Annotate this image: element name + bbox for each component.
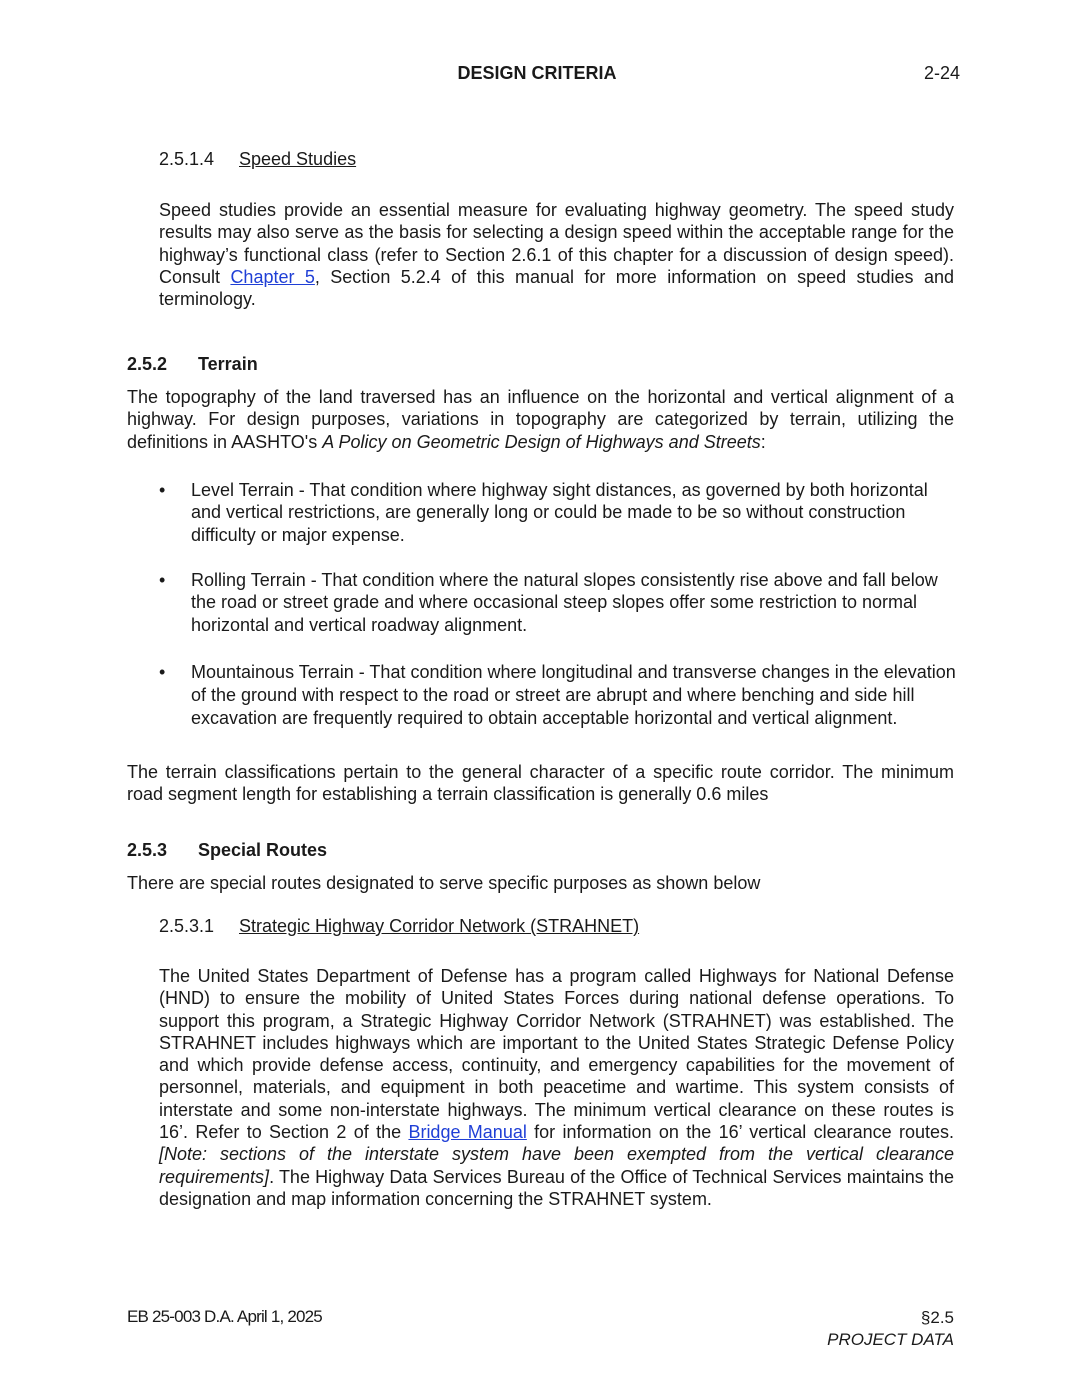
list-item-level-terrain: • Level Terrain - That condition where highway sight distances, as governed by both horizontal and vertical restrictions, are generally long or could be made to be so without construction difficulty or major expense. — [159, 480, 928, 545]
section-title: Special Routes — [198, 840, 328, 860]
footer-bulletin-date: EB 25-003 D.A. April 1, 2025 — [127, 1307, 322, 1326]
section-heading-special-routes — [127, 840, 327, 861]
subsection-title: Speed Studies — [239, 149, 357, 169]
bullet-icon: • — [159, 570, 166, 590]
section-heading-terrain — [127, 354, 258, 375]
subsection-number: 2.5.3.1 — [159, 916, 215, 936]
page-number: 2-24 — [923, 63, 960, 83]
subsection-heading-strahnet — [159, 916, 639, 937]
section-title: Terrain — [198, 354, 258, 374]
bullet-icon: • — [159, 480, 166, 500]
chapter-5-link[interactable]: Chapter 5 — [230, 266, 315, 287]
strahnet-paragraph: The United States Department of Defense has a program called Highways for National Defense (HND) to ensure the mobility of United States Forces during national defense operations. To support this program, a Strategic Highway Corridor Network (STRAHNET) was established. The STRAHNET includes highways which are important to the United States Strategic Defense Policy and which provide defense access, continuity, and emergency capabilities for the movement of personnel, materials, and equipment in both peacetime and wartime. This system consists of interstate and some non-interstate highways. The minimum vertical clearance on these routes is 16’. Refer to Section 2 of the Bridge Manual for information on the 16’ vertical clearance routes. [Note: sections of the interstate system have been exempted from the vertical clearance requirements]. The Highway Data Services Bureau of the Office of Technical Services maintains the designation and map information concerning the STRAHNET system. — [159, 966, 955, 1209]
subsection-title: Strategic Highway Corridor Network (STRAHNET) — [239, 916, 640, 936]
section-number: 2.5.2 — [127, 354, 168, 374]
special-routes-intro: There are special routes designated to serve specific purposes as shown below — [127, 873, 761, 893]
footer-section-title: PROJECT DATA — [827, 1330, 954, 1349]
list-item-mountainous-terrain: • Mountainous Terrain - That condition where longitudinal and transverse changes in the elevation of the ground with respect to the road or street are abrupt and where benching and side hill excavation are frequently required to obtain acceptable horizontal and vertical alignment. — [159, 662, 956, 728]
footer-section-number: §2.5 — [920, 1308, 954, 1327]
aashto-policy-title: A Policy on Geometric Design of Highways and Streets — [322, 431, 761, 452]
terrain-intro-paragraph: The topography of the land traversed has an influence on the horizontal and vertical alignment of a highway. For design purposes, variations in topography are categorized by terrain, utilizing the definitions in AASHTO's A Policy on Geometric Design of Highways and Streets: — [127, 387, 954, 452]
footer-section — [827, 1307, 954, 1351]
subsection-number: 2.5.1.4 — [159, 149, 215, 169]
speed-studies-paragraph: Speed studies provide an essential measure for evaluating highway geometry. The speed study results may also serve as the basis for selecting a design speed within the acceptable range for the highway’s functional class (refer to Section 2.6.1 of this chapter for a discussion of design speed). Consult Chapter 5, Section 5.2.4 of this manual for more information on speed studies and terminology. — [159, 200, 954, 310]
list-item-rolling-terrain: • Rolling Terrain - That condition where the natural slopes consistently rise above and fall below the road or street grade and where occasional steep slopes offer some restriction to normal horizontal and vertical roadway alignment. — [159, 570, 938, 635]
page-header-title: DESIGN CRITERIA — [457, 63, 617, 83]
subsection-heading-speed-studies — [159, 149, 356, 170]
bridge-manual-link[interactable]: Bridge Manual — [408, 1122, 527, 1143]
section-number: 2.5.3 — [127, 840, 168, 860]
bullet-icon: • — [159, 662, 166, 682]
clearance-note: [Note: sections of the interstate system have been exempted from the vertical clearance requirements] — [159, 1144, 954, 1187]
terrain-closing-paragraph: The terrain classifications pertain to the general character of a specific route corridor. The minimum road segment length for establishing a terrain classification is generally 0.6 miles — [127, 762, 954, 805]
